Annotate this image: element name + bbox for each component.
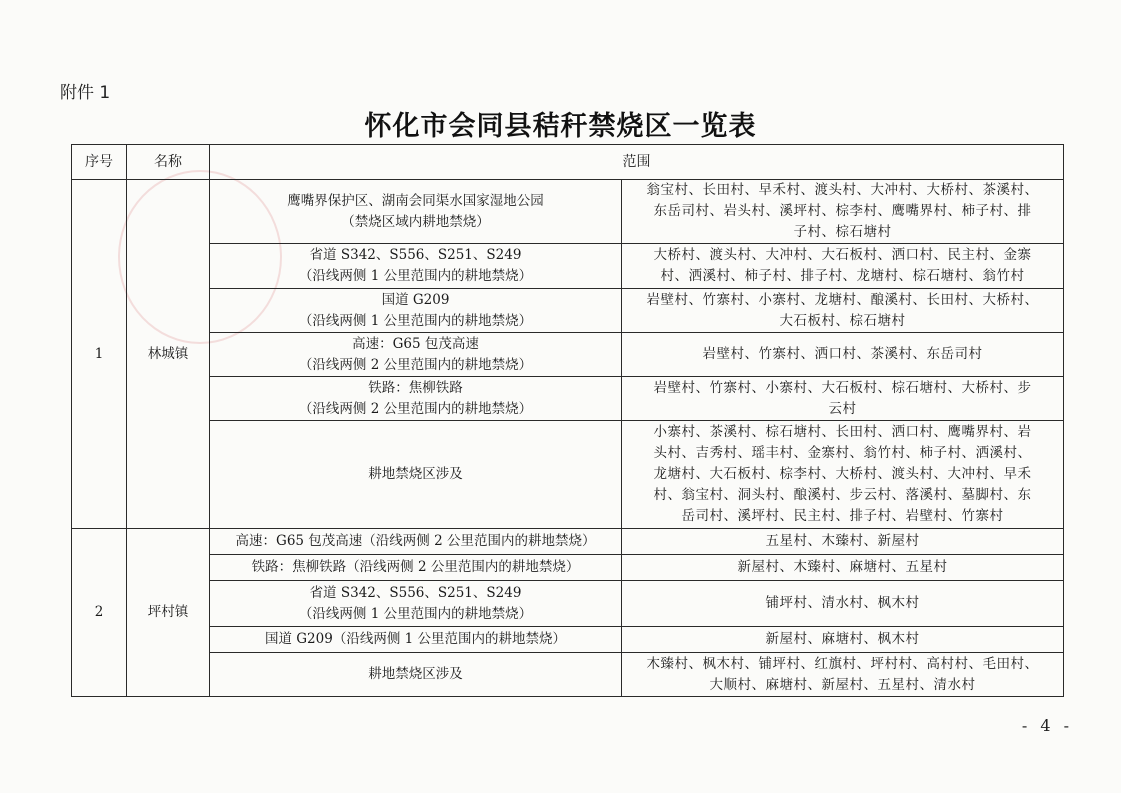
table-row (72, 555, 1064, 581)
table-row (72, 180, 1064, 244)
group-seq: 2 (72, 529, 127, 697)
villages-line: 新屋村、木臻村、麻塘村、五星村 (737, 559, 948, 575)
group-name: 坪村镇 (127, 529, 210, 697)
zone-cell (210, 180, 622, 244)
villages-line: 翁宝村、长田村、早禾村、渡头村、大冲村、大桥村、茶溪村、 (646, 182, 1039, 198)
zone-cell (210, 333, 622, 377)
villages-line: 大顺村、麻塘村、新屋村、五星村、清水村 (709, 676, 976, 693)
table-row (72, 581, 1064, 627)
table-row (72, 333, 1064, 377)
zone-line: （沿线两侧 2 公里范围内的耕地禁烧） (298, 356, 533, 373)
villages-line: 铺坪村、清水村、枫木村 (765, 595, 920, 611)
group-name: 林城镇 (127, 180, 210, 529)
zone-line: 高速：G65 包茂高速（沿线两侧 2 公里范围内的耕地禁烧） (235, 533, 596, 549)
zone-cell (210, 653, 622, 697)
zone-cell (210, 555, 622, 581)
zone-line: 国道 G209 (381, 291, 450, 308)
table-row (72, 529, 1064, 555)
attachment-label: 附件 1 (60, 83, 111, 103)
zone-cell (210, 529, 622, 555)
zone-line: （沿线两侧 1 公里范围内的耕地禁烧） (298, 268, 533, 284)
zone-cell (210, 377, 622, 421)
villages-line: 东岳司村、岩头村、溪坪村、棕李村、鹰嘴界村、柿子村、排 (653, 203, 1032, 219)
villages-cell (622, 581, 1064, 627)
group-seq: 1 (72, 180, 127, 529)
villages-line: 大桥村、渡头村、大冲村、大石板村、洒口村、民主村、金寨 (653, 247, 1032, 263)
zone-line: 铁路：焦柳铁路（沿线两侧 2 公里范围内的耕地禁烧） (251, 559, 580, 575)
table-row (72, 377, 1064, 421)
villages-cell (622, 333, 1064, 377)
table-header-row (72, 145, 1064, 180)
zone-line: 省道 S342、S556、S251、S249 (309, 584, 522, 601)
zone-cell (210, 244, 622, 289)
villages-cell (622, 555, 1064, 581)
header-range: 范围 (210, 145, 1064, 180)
villages-line: 龙塘村、大石板村、棕李村、大桥村、渡头村、大冲村、早禾 (653, 466, 1032, 482)
zone-cell (210, 627, 622, 653)
villages-line: 小寨村、茶溪村、棕石塘村、长田村、洒口村、鹰嘴界村、岩 (653, 424, 1032, 440)
zone-line: （禁烧区域内耕地禁烧） (341, 213, 490, 230)
table-row (72, 653, 1064, 697)
villages-line: 岩壁村、竹寨村、小寨村、龙塘村、酿溪村、长田村、大桥村、 (646, 291, 1039, 308)
page-title: 怀化市会同县秸秆禁烧区一览表 (364, 111, 757, 142)
zone-line: 高速：G65 包茂高速 (352, 335, 479, 352)
zone-line: 耕地禁烧区涉及 (368, 666, 463, 682)
villages-cell (622, 653, 1064, 697)
villages-cell (622, 627, 1064, 653)
villages-cell (622, 377, 1064, 421)
zone-line: 国道 G209（沿线两侧 1 公里范围内的耕地禁烧） (264, 631, 566, 647)
villages-cell (622, 421, 1064, 529)
villages-line: 岩壁村、竹寨村、洒口村、茶溪村、东岳司村 (702, 346, 983, 362)
villages-cell (622, 529, 1064, 555)
zone-line: 省道 S342、S556、S251、S249 (309, 247, 522, 263)
villages-line: 云村 (828, 400, 857, 417)
villages-line: 岩壁村、竹寨村、小寨村、大石板村、棕石塘村、大桥村、步 (653, 379, 1032, 396)
villages-line: 村、洒溪村、柿子村、排子村、龙塘村、棕石塘村、翁竹村 (660, 268, 1025, 284)
villages-line: 村、翁宝村、洞头村、酿溪村、步云村、落溪村、墓脚村、东 (653, 487, 1032, 503)
page-number: - 4 - (1021, 716, 1073, 735)
zone-line: 耕地禁烧区涉及 (368, 466, 463, 482)
zone-cell (210, 581, 622, 627)
zone-line: 鹰嘴界保护区、湖南会同渠水国家湿地公园 (287, 192, 544, 209)
villages-cell (622, 289, 1064, 333)
zone-cell (210, 289, 622, 333)
villages-line: 头村、吉秀村、瑶丰村、金寨村、翁竹村、柿子村、洒溪村、 (653, 445, 1032, 461)
table-row (72, 244, 1064, 289)
villages-cell (622, 244, 1064, 289)
zone-line: （沿线两侧 1 公里范围内的耕地禁烧） (298, 312, 533, 329)
villages-line: 五星村、木臻村、新屋村 (765, 533, 920, 549)
zone-line: （沿线两侧 1 公里范围内的耕地禁烧） (298, 605, 533, 622)
header-name: 名称 (127, 145, 210, 180)
header-seq: 序号 (72, 145, 127, 180)
villages-line: 岳司村、溪坪村、民主村、排子村、岩壁村、竹寨村 (681, 508, 1004, 524)
villages-line: 子村、棕石塘村 (793, 224, 892, 240)
table-row (72, 289, 1064, 333)
table-row (72, 627, 1064, 653)
burn-ban-zone-table (71, 144, 1064, 697)
villages-line: 新屋村、麻塘村、枫木村 (765, 631, 920, 647)
villages-line: 木臻村、枫木村、铺坪村、红旗村、坪村村、高村村、毛田村、 (646, 655, 1039, 672)
table-row (72, 421, 1064, 529)
villages-line: 大石板村、棕石塘村 (779, 312, 906, 329)
zone-cell (210, 421, 622, 529)
villages-cell (622, 180, 1064, 244)
zone-line: （沿线两侧 2 公里范围内的耕地禁烧） (298, 400, 533, 417)
zone-line: 铁路：焦柳铁路 (368, 379, 463, 396)
